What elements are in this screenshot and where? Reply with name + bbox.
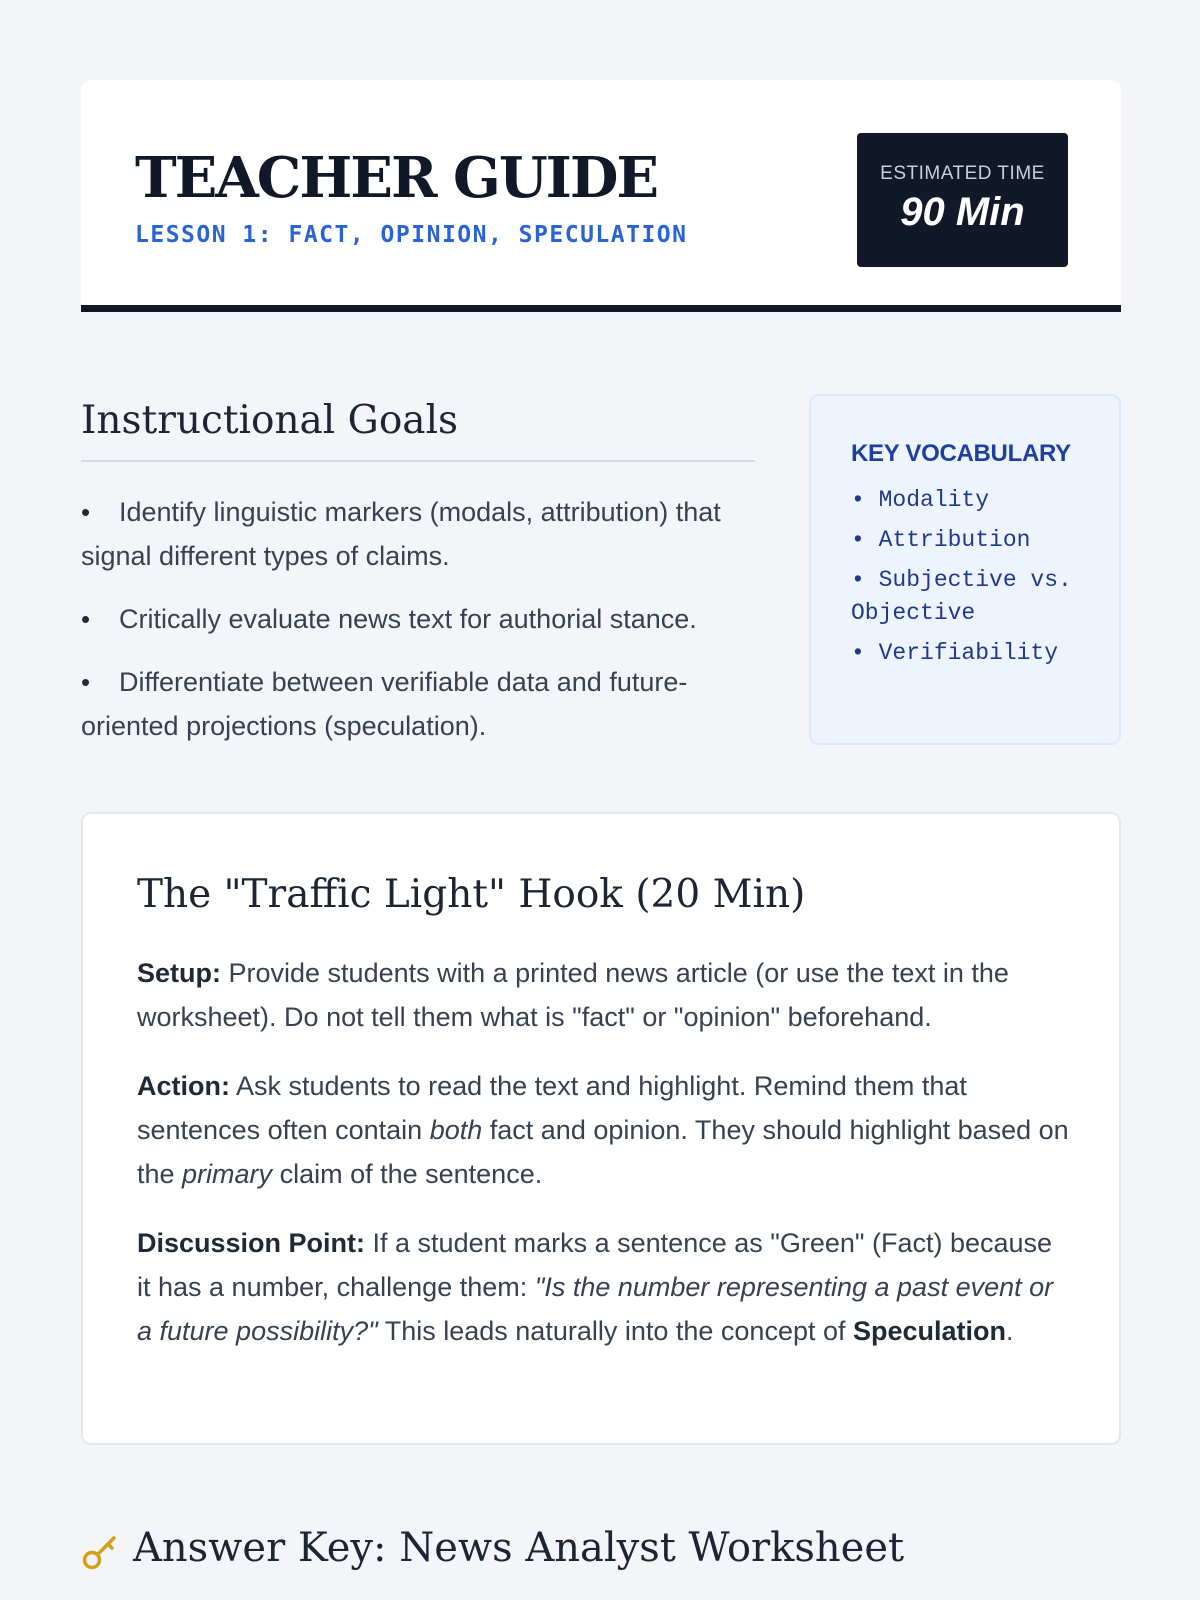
action-emphasis: primary	[182, 1159, 273, 1189]
estimated-time-badge	[857, 133, 1068, 267]
hook-heading: The "Traffic Light" Hook (20 Min)	[137, 872, 806, 917]
action-text: fact and opinion. They should highlight based on the	[137, 1115, 1069, 1189]
discussion-text: .	[1006, 1316, 1014, 1346]
action-paragraph	[137, 1064, 1072, 1196]
answer-key-title: Answer Key: News Analyst Worksheet	[133, 1525, 905, 1571]
action-text: claim of the sentence.	[272, 1159, 543, 1189]
goals-list	[81, 490, 741, 767]
goal-item	[81, 490, 741, 578]
vocabulary-item: • Verifiability	[851, 640, 1059, 666]
goals-divider	[81, 460, 755, 462]
vocabulary-term: Attribution	[878, 527, 1031, 553]
vocabulary-heading: KEY VOCABULARY	[851, 440, 1071, 467]
estimated-time-label: ESTIMATED TIME	[880, 163, 1045, 184]
setup-label: Setup:	[137, 958, 221, 988]
vocabulary-term: Subjective vs. Objective	[851, 567, 1072, 626]
goal-text: Differentiate between verifiable data and future-oriented projections (speculation).	[81, 667, 688, 741]
setup-text: Provide students with a printed news article (or use the text in the worksheet). Do not tell them what is "fact" or "opinion" beforehand.	[137, 958, 1009, 1032]
page-title: TEACHER GUIDE	[135, 145, 658, 211]
key-icon	[81, 1533, 119, 1571]
estimated-time-value: 90 Min	[900, 190, 1025, 234]
vocabulary-item: • Subjective vs. Objective	[851, 567, 1072, 626]
action-emphasis: both	[429, 1115, 483, 1145]
vocabulary-term: Modality	[878, 487, 990, 513]
goal-text: Critically evaluate news text for authorial stance.	[119, 604, 697, 634]
key-vocabulary-box	[809, 394, 1121, 745]
goals-heading: Instructional Goals	[81, 398, 459, 443]
discussion-quote: "Is the number representing a past event or a future possibility?"	[137, 1272, 1054, 1346]
lesson-subtitle: LESSON 1: FACT, OPINION, SPECULATION	[135, 222, 688, 248]
discussion-text: If a student marks a sentence as "Green" (Fact) because it has a number, challenge them:	[137, 1228, 1053, 1302]
discussion-text: This leads naturally into the concept of	[377, 1316, 854, 1346]
vocabulary-term: Verifiability	[878, 640, 1059, 666]
action-text: Ask students to read the text and highlight. Remind them that sentences often contain	[137, 1071, 967, 1145]
action-label: Action:	[137, 1071, 230, 1101]
vocabulary-item: • Attribution	[851, 527, 1031, 553]
speculation-term: Speculation	[853, 1316, 1007, 1346]
guide-header	[81, 80, 1121, 312]
goal-item	[81, 597, 741, 641]
setup-paragraph	[137, 951, 1072, 1039]
discussion-paragraph	[137, 1221, 1072, 1353]
vocabulary-list	[851, 484, 1101, 677]
bullet-icon: •	[81, 497, 91, 527]
discussion-label: Discussion Point:	[137, 1228, 366, 1258]
vocabulary-item: • Modality	[851, 487, 990, 513]
traffic-light-hook-card	[81, 812, 1121, 1445]
goal-text: Identify linguistic markers (modals, attribution) that signal different types of claims.	[81, 497, 721, 571]
bullet-icon: •	[81, 667, 91, 697]
bullet-icon: •	[81, 604, 91, 634]
goal-item	[81, 660, 741, 748]
